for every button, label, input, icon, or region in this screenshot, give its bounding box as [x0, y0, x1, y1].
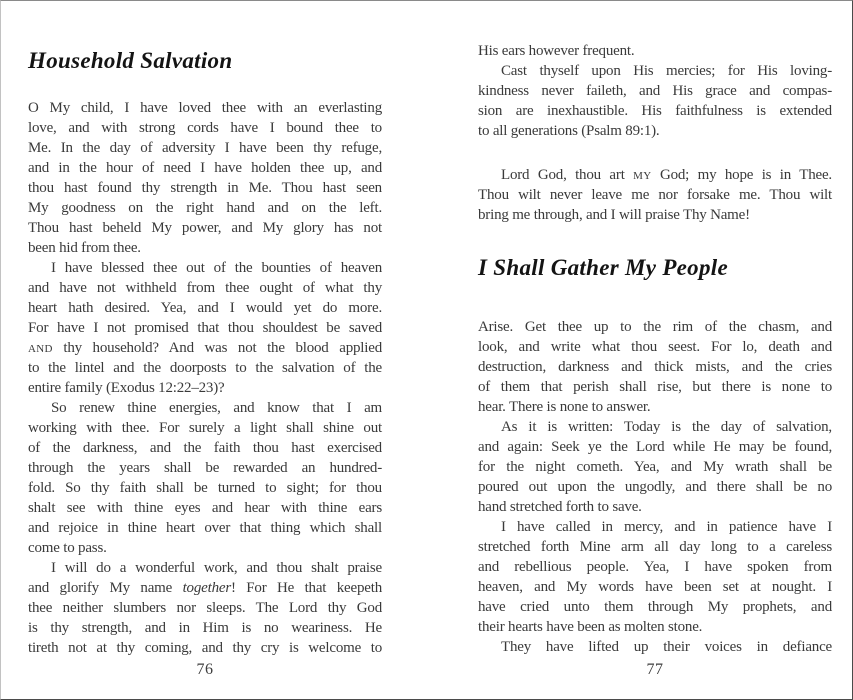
- body-line: thou hast found thy strength in Me. Thou hast seen: [28, 180, 382, 196]
- body-line: to the lintel and the doorposts to the salvation of the: [28, 360, 382, 376]
- right-page: [478, 41, 832, 657]
- body-line: hear. There is none to answer.: [478, 399, 651, 415]
- body-line: bring me through, and I will praise Thy Name!: [478, 207, 750, 223]
- page-number-left: 76: [196, 661, 214, 678]
- paragraph: [478, 317, 832, 417]
- body-line: As it is written: Today is the day of salvation,: [501, 419, 832, 435]
- body-line: have cried unto them through My prophets, and: [478, 599, 832, 615]
- paragraph: [478, 637, 832, 657]
- paragraph: [28, 98, 382, 258]
- body-line: entire family (Exodus 12:22–23)?: [28, 380, 225, 396]
- body-line: They have lifted up their voices in defiance: [501, 639, 832, 655]
- body-line: poured out upon the ungodly, and there shall be no: [478, 479, 832, 495]
- chapter-heading-i-shall-gather-my-people: I Shall Gather My People: [478, 255, 728, 280]
- body-line: thee neither slumbers nor sleeps. The Lord thy God: [28, 600, 382, 616]
- body-line: and have not withheld from thee ought of what thy: [28, 280, 382, 296]
- body-line: look, and write what thou seest. For lo, death and: [478, 339, 832, 355]
- body-line: hand stretched forth to save.: [478, 499, 642, 515]
- body-line: Me. In the day of adversity I have been thy refuge,: [28, 140, 382, 156]
- body-line: sion are inexhaustible. His faithfulness is extended: [478, 103, 832, 119]
- body-line: destruction, darkness and thick mists, and the cries: [478, 359, 832, 375]
- body-line: Thou wilt never leave me nor forsake me. Thou wilt: [478, 187, 832, 203]
- paragraph: [478, 417, 832, 517]
- paragraph: [478, 41, 832, 61]
- body-line: and thy household? And was not the blood applied: [28, 340, 382, 356]
- body-line: So renew thine energies, and know that I am: [51, 400, 382, 416]
- chapter-heading-household-salvation: Household Salvation: [28, 48, 233, 73]
- body-line: I have called in mercy, and in patience have I: [501, 519, 832, 535]
- body-line: and again: Seek ye the Lord while He may be found,: [478, 439, 832, 455]
- body-line: working with thee. For surely a light shall shine out: [28, 420, 382, 436]
- paragraph: [478, 61, 832, 141]
- right-page-body-top: [478, 41, 832, 225]
- body-line: and glorify My name together! For He that keepeth: [28, 580, 382, 596]
- body-line: heaven, and My words have been set at nought. I: [478, 579, 832, 595]
- body-line: I have blessed thee out of the bounties of heaven: [51, 260, 382, 276]
- body-line: through the years shall be rewarded an hundred-: [28, 460, 382, 476]
- body-line: and rejoice in thine heart over that thing which shall: [28, 520, 382, 536]
- body-line: My goodness on the right hand and on the left.: [28, 200, 382, 216]
- body-line: love, and with strong cords have I bound thee to: [28, 120, 382, 136]
- body-line: stretched forth Mine arm all day long to a careless: [478, 539, 832, 555]
- body-line: I will do a wonderful work, and thou shalt praise: [51, 560, 382, 576]
- body-line: Lord God, thou art my God; my hope is in Thee.: [501, 167, 832, 183]
- body-line: fold. So thy faith shall be turned to sight; for thou: [28, 480, 382, 496]
- body-line: kindness never faileth, and His grace and compas-: [478, 83, 832, 99]
- body-line: Cast thyself upon His mercies; for His loving-: [501, 63, 832, 79]
- paragraph: [28, 398, 382, 558]
- body-line: tireth not at thy coming, and thy cry is welcome to: [28, 640, 382, 656]
- body-line: For have I not promised that thou shouldest be saved: [28, 320, 382, 336]
- body-line: their hearts have been as molten stone.: [478, 619, 703, 635]
- page-number-right: 77: [646, 661, 664, 678]
- paragraph: [28, 558, 382, 658]
- body-line: and rebellious people. Yea, I have spoken from: [478, 559, 832, 575]
- body-line: His ears however frequent.: [478, 43, 635, 59]
- body-line: come to pass.: [28, 540, 107, 556]
- body-line: Thou hast beheld My power, and My glory has not: [28, 220, 382, 236]
- paragraph: [478, 165, 832, 225]
- body-line: Arise. Get thee up to the rim of the chasm, and: [478, 319, 832, 335]
- paragraph: [478, 517, 832, 637]
- body-line: O My child, I have loved thee with an everlasting: [28, 100, 382, 116]
- body-line: to all generations (Psalm 89:1).: [478, 123, 660, 139]
- body-line: of the darkness, and the faith thou hast exercised: [28, 440, 382, 456]
- body-line: heart hath desired. Yea, and I would yet do more.: [28, 300, 382, 316]
- left-page-body: [28, 98, 382, 658]
- left-page: [28, 46, 382, 658]
- paragraph: [28, 258, 382, 398]
- body-line: been hid from thee.: [28, 240, 141, 256]
- right-page-body-bottom: [478, 317, 832, 657]
- body-line: is thy strength, and in Him is no weariness. He: [28, 620, 382, 636]
- body-line: and in the hour of need I have holden thee up, and: [28, 160, 382, 176]
- body-line: shalt see with thine eyes and hear with thine ears: [28, 500, 382, 516]
- body-line: of them that perish shall rise, but there is none to: [478, 379, 832, 395]
- body-line: for the night cometh. Yea, and My wrath shall be: [478, 459, 832, 475]
